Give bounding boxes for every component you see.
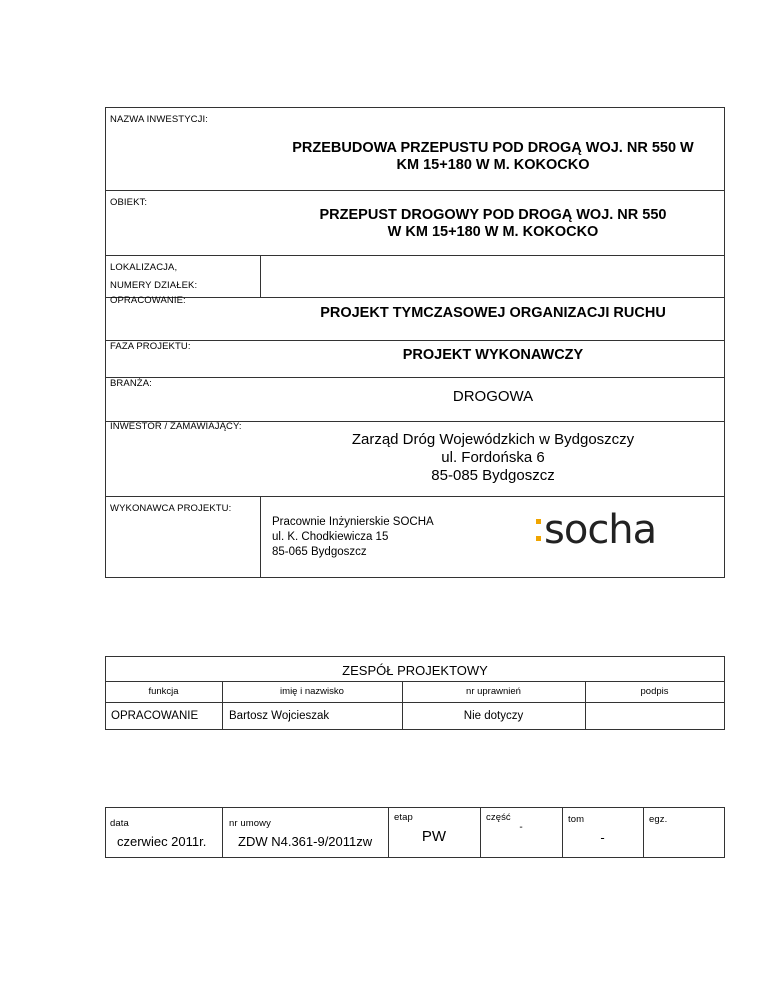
team-header-name: imię i nazwisko: [280, 686, 344, 697]
investment-name-line1: PRZEBUDOWA PRZEPUSTU POD DROGĄ WOJ. NR 550 W: [292, 140, 694, 156]
phase-value: PROJEKT WYKONAWCZY: [402, 347, 584, 363]
location-label-line2: NUMERY DZIAŁEK:: [110, 280, 198, 291]
phase-label: FAZA PROJEKTU:: [110, 341, 191, 352]
footer-date-value: czerwiec 2011r.: [117, 834, 207, 849]
footer-stage-label: etap: [394, 812, 413, 823]
footer-part-label: część: [486, 812, 511, 823]
team-row-license: Nie dotyczy: [463, 710, 524, 722]
investor-line3: 85-085 Bydgoszcz: [431, 467, 555, 484]
team-header-function: funkcja: [148, 686, 179, 697]
investment-label: NAZWA INWESTYCJI:: [110, 114, 208, 125]
team-header-license: nr uprawnień: [466, 686, 521, 697]
object-label: OBIEKT:: [110, 197, 148, 208]
prepared-value: PROJEKT TYMCZASOWEJ ORGANIZACJI RUCHU: [320, 305, 666, 321]
footer-stage-value: PW: [421, 828, 447, 845]
footer-volume-value: -: [600, 830, 605, 845]
socha-logo: [536, 507, 686, 559]
team-title: ZESPÓŁ PROJEKTOWY: [342, 663, 488, 678]
contractor-line2: ul. K. Chodkiewicza 15: [272, 531, 389, 543]
logo-dot-icon: [536, 536, 541, 541]
footer-date-label: data: [110, 818, 129, 829]
object-name-line1: PRZEPUST DROGOWY POD DROGĄ WOJ. NR 550: [319, 207, 667, 223]
investor-line2: ul. Fordońska 6: [441, 449, 545, 466]
footer-contract-label: nr umowy: [229, 818, 271, 829]
logo-dot-icon: [536, 519, 541, 524]
prepared-label: OPRACOWANIE:: [110, 295, 186, 306]
investment-name-line2: KM 15+180 W M. KOKOCKO: [396, 157, 590, 173]
branch-label: BRANŻA:: [110, 378, 152, 389]
investor-label: INWESTOR / ZAMAWIAJĄCY:: [110, 421, 242, 432]
footer-part-value: -: [519, 822, 523, 833]
team-header-signature: podpis: [640, 686, 669, 697]
team-row-function: OPRACOWANIE: [111, 710, 199, 722]
object-name-line2: W KM 15+180 W M. KOKOCKO: [387, 224, 599, 240]
branch-value: DROGOWA: [452, 388, 534, 405]
footer-volume-label: tom: [568, 814, 585, 825]
footer-copy-label: egz.: [649, 814, 668, 825]
footer-contract-value: ZDW N4.361-9/2011zw: [238, 834, 373, 849]
location-label-line1: LOKALIZACJA,: [110, 262, 178, 273]
team-row-name: Bartosz Wojcieszak: [229, 710, 330, 722]
contractor-line3: 85-065 Bydgoszcz: [272, 546, 367, 558]
contractor-label: WYKONAWCA PROJEKTU:: [110, 503, 232, 514]
contractor-line1: Pracownie Inżynierskie SOCHA: [272, 516, 434, 528]
investor-line1: Zarząd Dróg Wojewódzkich w Bydgoszczy: [351, 431, 635, 448]
logo-text: socha: [544, 507, 657, 553]
